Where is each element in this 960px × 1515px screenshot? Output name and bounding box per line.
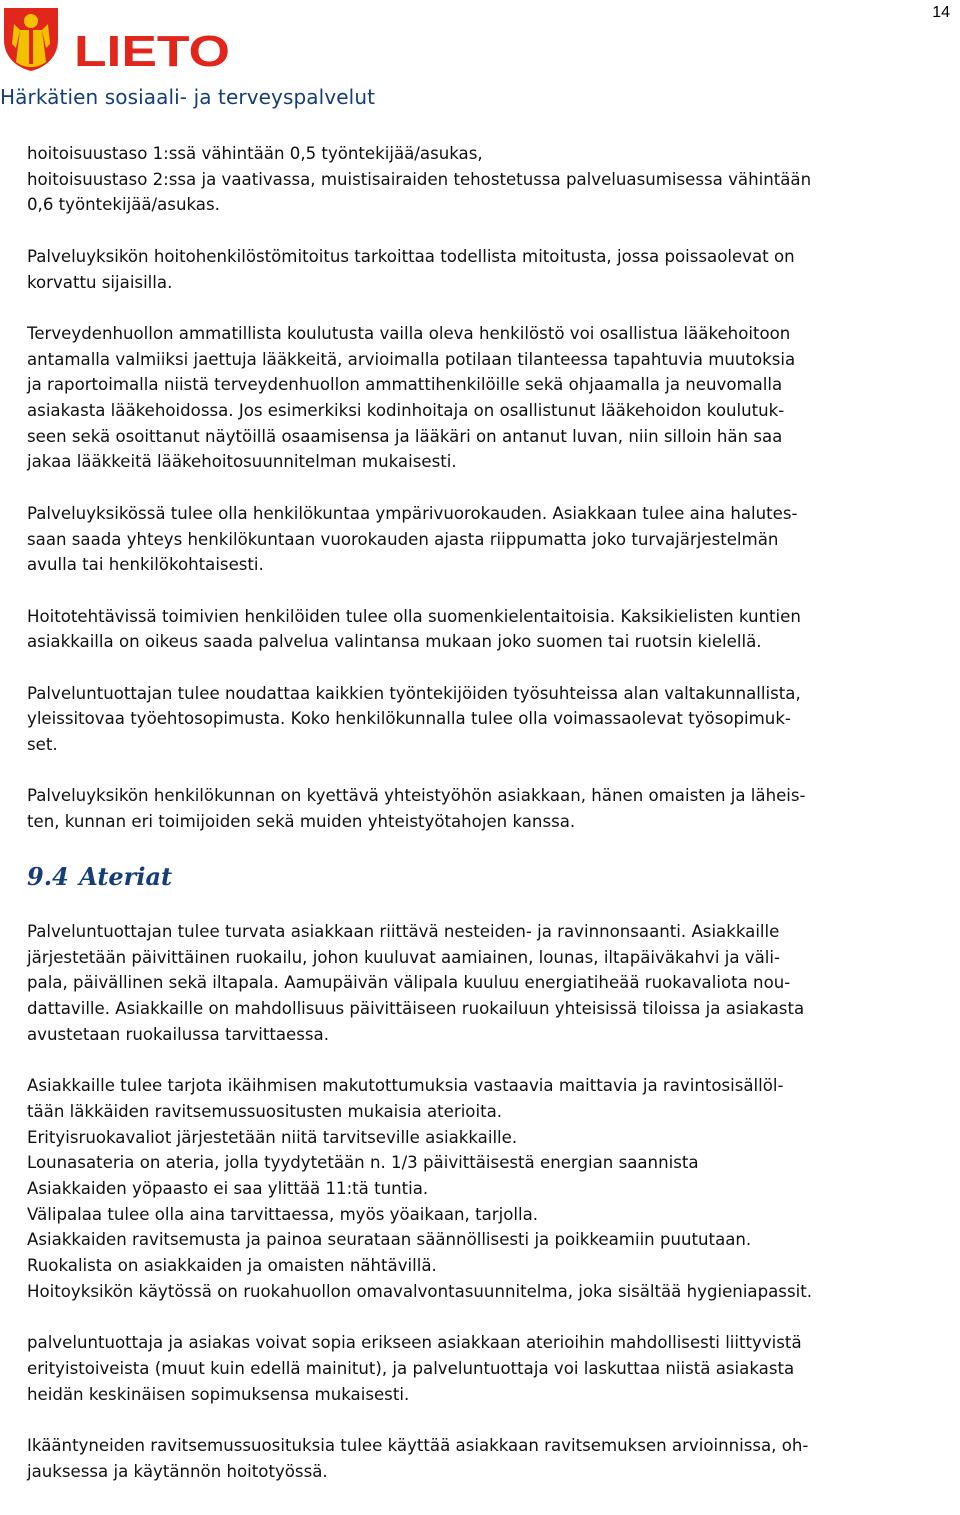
coat-of-arms-icon — [4, 8, 58, 71]
section-title: Ateriat — [79, 861, 173, 891]
page-number: 14 — [932, 4, 950, 21]
paragraph: palveluntuottaja ja asiakas voivat sopia erikseen asiakkaan aterioihin mahdollisesti liittyvistä erityistoiveista (muut kuin edellä mainitut), ja palveluntuottaja voi laskuttaa niistä asiakasta heidän keskinäisen sopimuksensa mukaisesti. — [27, 1333, 802, 1404]
section-number: 9.4 — [27, 861, 69, 891]
logo-wordmark: LIETO — [74, 27, 230, 72]
paragraph: Palveluyksikön hoitohenkilöstömitoitus tarkoittaa todellista mitoitusta, jossa poissaolevat on korvattu sijaisilla. — [27, 246, 795, 292]
paragraph: Palveluntuottajan tulee noudattaa kaikkien työntekijöiden työsuhteissa alan valtakunnallista, yleissitovaa työehtosopimusta. Koko henkilökunnalla tulee olla voimassaolevat työsopimuk- set. — [27, 683, 801, 755]
paragraph: hoitoisuustaso 1:ssä vähintään 0,5 työntekijää/asukas, hoitoisuustaso 2:ssa ja vaativassa, muistisairaiden tehostetussa palveluasumisessa vähintään 0,6 työntekijää/asukas. — [27, 144, 812, 215]
paragraph: Palveluyksikössä tulee olla henkilökuntaa ympärivuorokauden. Asiakkaan tulee aina halutes- saan saada yhteys henkilökuntaan vuorokauden ajasta riippumatta joko turvajärjestelmän avulla tai henkilökohtaisesti. — [27, 503, 798, 575]
lieto-logo — [2, 4, 234, 72]
paragraph: Terveydenhuollon ammatillista koulutusta vailla oleva henkilöstö voi osallistua lääkehoitoon antamalla valmiiksi jaettuja lääkkeitä, arvioimalla potilaan tilanteessa tapahtuvia muutoksia ja raportoimalla niistä terveydenhuollon ammattihenkilöille sekä ohjaamalla ja neuvomalla asiakasta lääkehoidossa. Jos esimerkiksi kodinhoitaja on osallistunut lääkehoidon koulutuk- seen sekä osoittanut näytöillä osaamisensa ja lääkäri on antanut luvan, niin silloin hän saa jakaa lääkkeitä lääkehoitosuunnitelman mukaisesti. — [27, 323, 796, 472]
paragraph: Asiakkaille tulee tarjota ikäihmisen makutottumuksia vastaavia maittavia ja ravintosisällöl- tään läkkäiden ravitsemussuositusten mukaisia aterioita. Erityisruokavaliot järjestetään niitä tarvitseville asiakkaille. Lounasateria on ateria, jolla tyydytetään n. 1/3 päivittäisestä energian saannista Asiakkaiden yöpaasto ei saa ylittää 11:tä tuntia. Välipalaa tulee olla aina tarvittaessa, myös yöaikaan, tarjolla. Asiakkaiden ravitsemusta ja painoa seurataan säännöllisesti ja poikkeamiin puututaan. Ruokalista on asiakkaiden ja omaisten nähtävillä. Hoitoyksikön käytössä on ruokahuollon omavalvontasuunnitelma, joka sisältää hygieniapassit. — [27, 1076, 812, 1301]
paragraph: Palveluntuottajan tulee turvata asiakkaan riittävä nesteiden- ja ravinnonsaanti. Asiakkaille järjestetään päivittäinen ruokailu, johon kuuluvat aamiainen, lounas, iltapäiväkahvi ja väli- pala, päivällinen sekä iltapala. Aamupäivän välipala kuuluu energiatiheää ruokavaliota nou- dattaville. Asiakkaille on mahdollisuus päivittäiseen ruokailuun yhteisissä tiloissa ja asiakasta avustetaan ruokailussa tarvittaessa. — [27, 921, 805, 1044]
paragraph: Ikääntyneiden ravitsemussuosituksia tulee käyttää asiakkaan ravitsemuksen arvioinnissa, oh- jauksessa ja käytännön hoitotyössä. — [27, 1435, 809, 1481]
document-body — [27, 141, 959, 1510]
paragraph: Hoitotehtävissä toimivien henkilöiden tulee olla suomenkielentaitoisia. Kaksikielisten kuntien asiakkailla on oikeus saada palvelua valintansa mukaan joko suomen tai ruotsin kielellä. — [27, 606, 801, 652]
organization-name: Härkätien sosiaali- ja terveyspalvelut — [0, 85, 376, 109]
section-heading — [27, 862, 959, 892]
paragraph: Palveluyksikön henkilökunnan on kyettävä yhteistyöhön asiakkaan, hänen omaisten ja läheis- ten, kunnan eri toimijoiden sekä muiden yhteistyötahojen kanssa. — [27, 786, 806, 832]
